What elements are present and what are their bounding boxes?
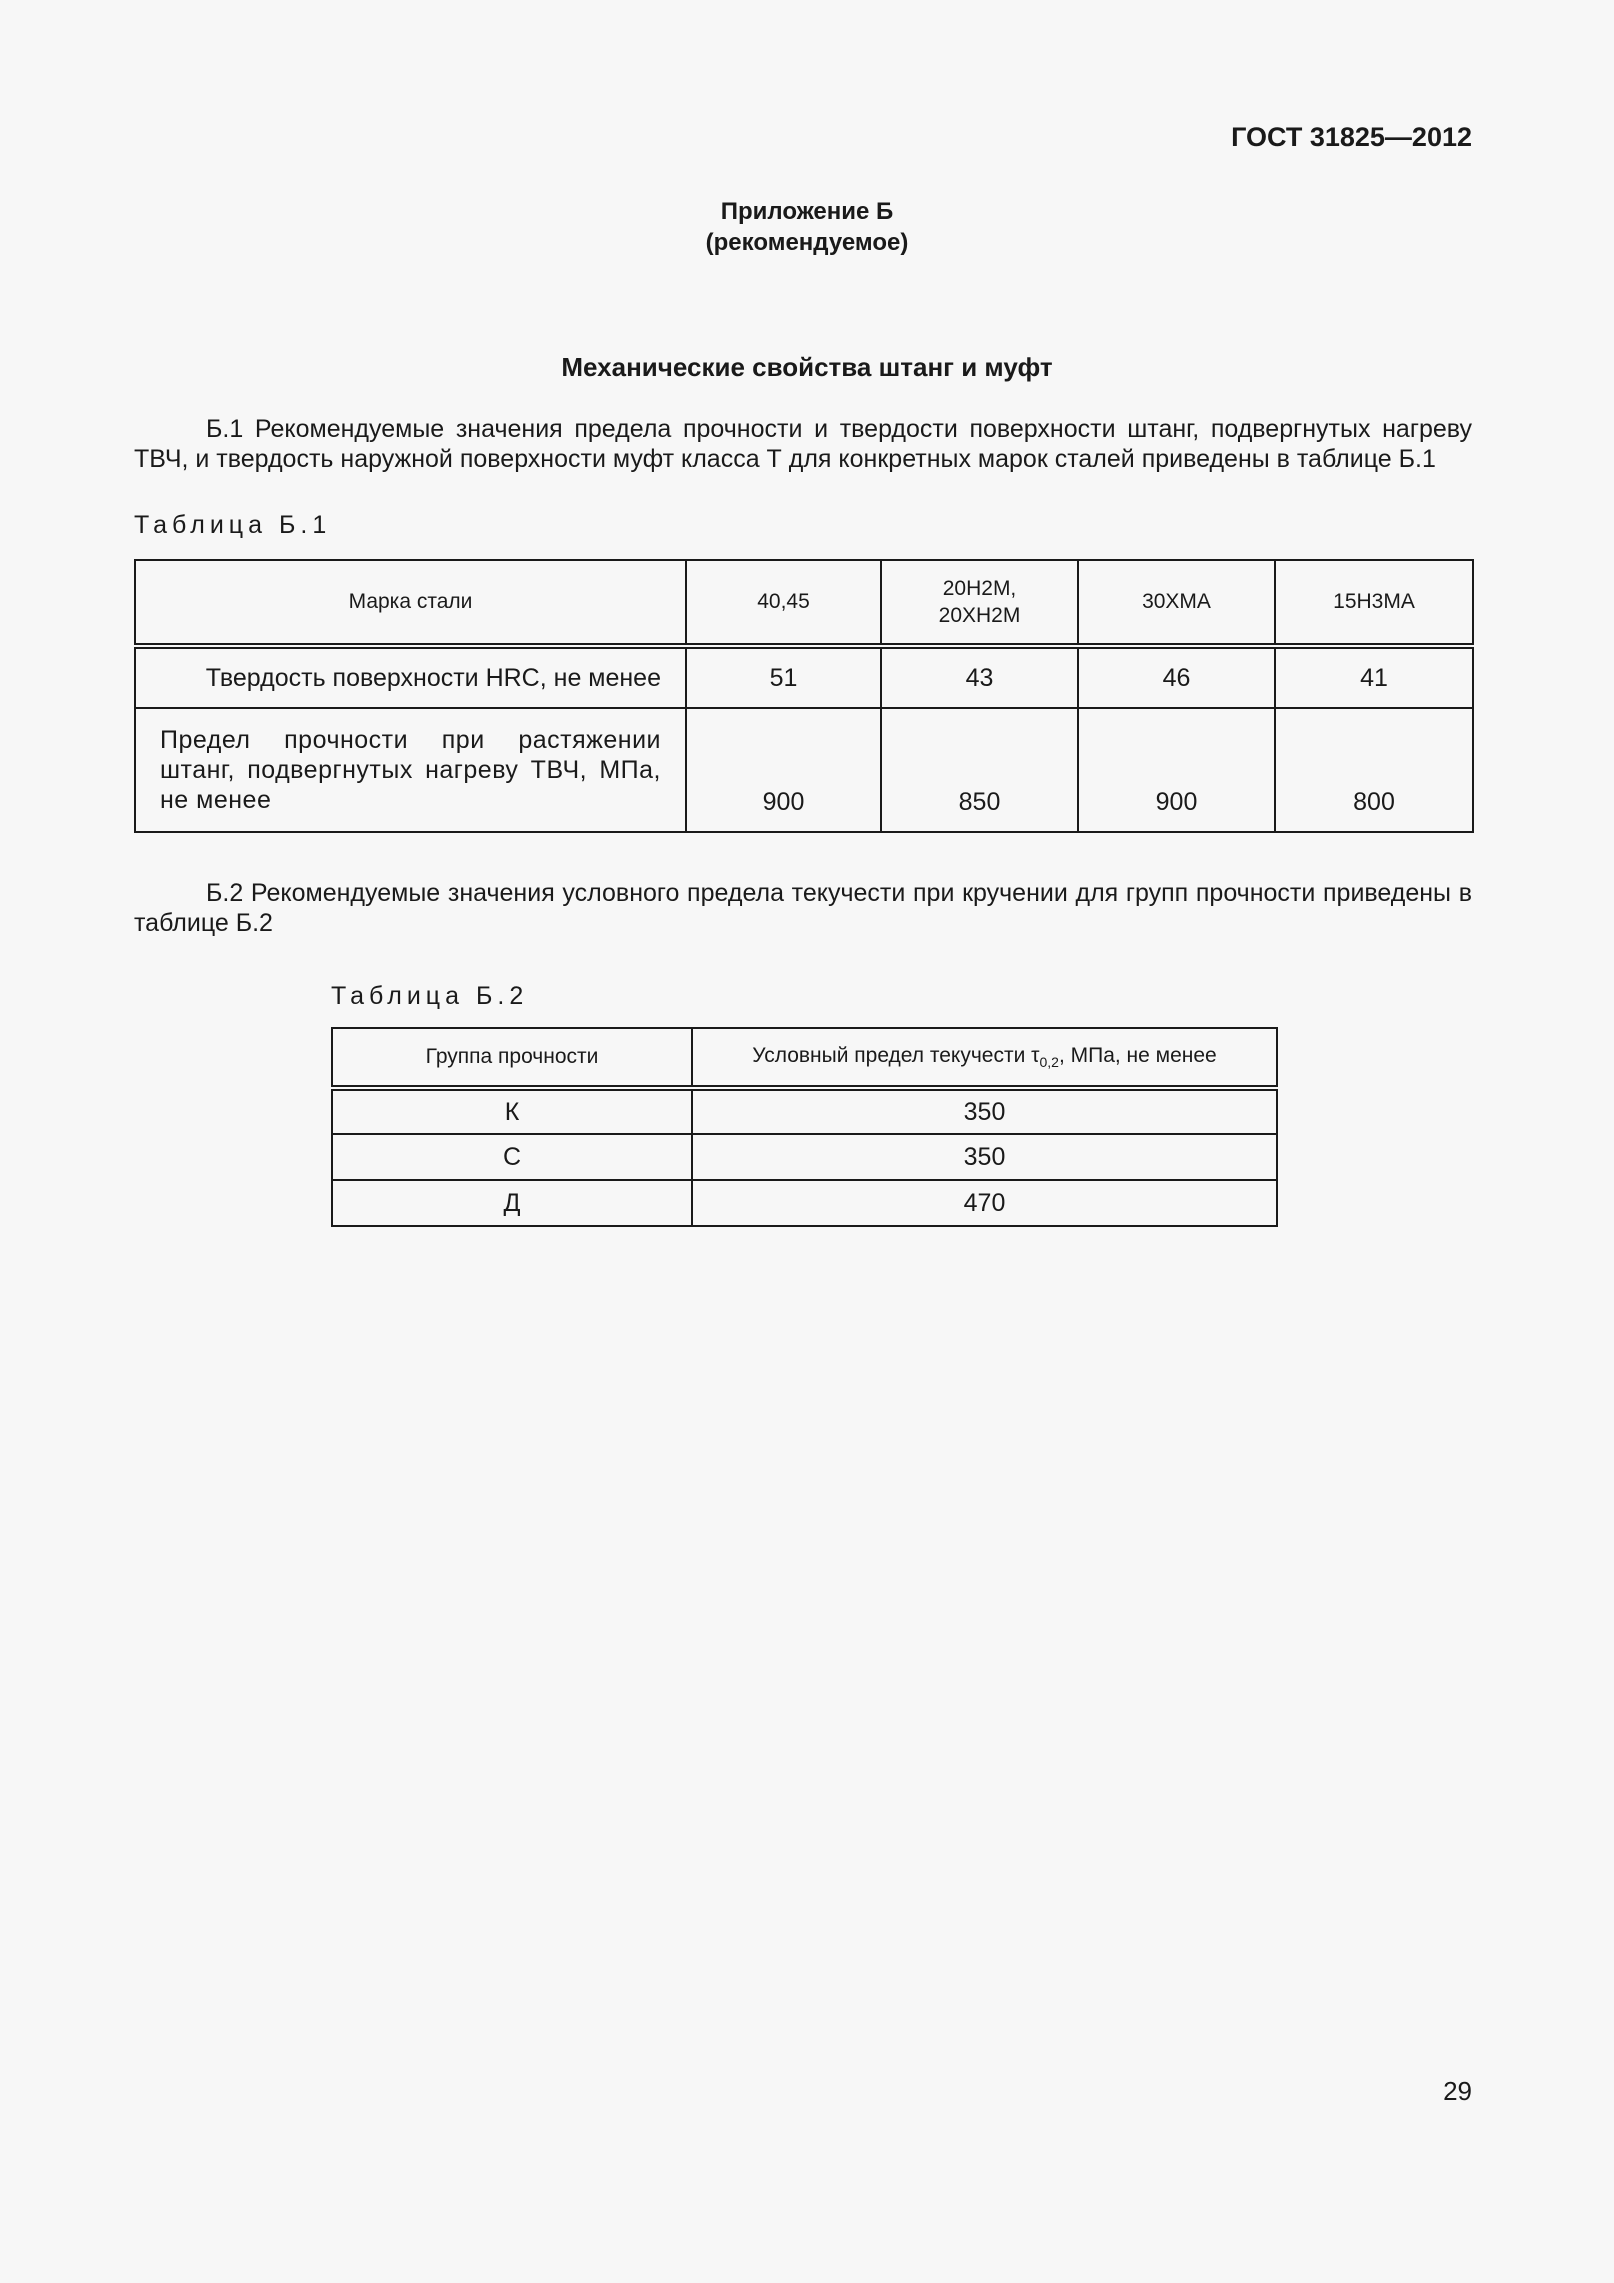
table1-row xyxy=(135,708,1473,832)
table1-header-col-line: 20ХН2М xyxy=(938,604,1021,627)
table1-header-row xyxy=(135,560,1473,646)
table2-caption: Таблица Б.2 xyxy=(331,982,529,1010)
table1-header-col: 15Н3МА xyxy=(1275,560,1473,646)
table2-header-subscript: 0,2 xyxy=(1039,1054,1059,1070)
table2-header-value-text: Условный предел текучести τ xyxy=(752,1044,1040,1067)
table-b1 xyxy=(134,559,1474,833)
table1-header-col: 30ХМА xyxy=(1078,560,1275,646)
table2-group-cell: С xyxy=(332,1134,692,1180)
table1-row xyxy=(135,646,1473,708)
table1-cell: 850 xyxy=(881,708,1078,832)
table1-row-label-text: Предел прочности при растяжении штанг, подвергнутых нагреву ТВЧ, МПа, не менее xyxy=(160,726,661,814)
table2-group-cell: К xyxy=(332,1088,692,1134)
table2-group-cell: Д xyxy=(332,1180,692,1226)
document-code: ГОСТ 31825—2012 xyxy=(1231,122,1472,152)
page-number: 29 xyxy=(1443,2076,1472,2106)
paragraph-b1: Б.1 Рекомендуемые значения предела прочности и твердости поверхности штанг, подвергнутых нагреву ТВЧ, и твердость наружной поверхности муфт класса Т для конкретных марок сталей приведены в таблице Б.1 xyxy=(134,415,1472,473)
table1-cell: 800 xyxy=(1275,708,1473,832)
table1-cell: 900 xyxy=(1078,708,1275,832)
table2-row xyxy=(332,1180,1277,1226)
table1-header-label: Марка стали xyxy=(135,560,686,646)
table2-value-cell: 470 xyxy=(692,1180,1277,1226)
table1-header-col: 40,45 xyxy=(686,560,881,646)
table2-value-cell: 350 xyxy=(692,1088,1277,1134)
table2-header-group: Группа прочности xyxy=(332,1028,692,1088)
table2-value-cell: 350 xyxy=(692,1134,1277,1180)
table1-row-label xyxy=(135,708,686,832)
annex-title: Приложение Б xyxy=(720,198,894,225)
table1-header-col-line: 20Н2М, xyxy=(942,577,1017,600)
table2-header-row xyxy=(332,1028,1277,1088)
paragraph-b2: Б.2 Рекомендуемые значения условного предела текучести при кручении для групп прочности приведены в таблице Б.2 xyxy=(134,879,1472,937)
table1-caption: Таблица Б.1 xyxy=(134,511,332,539)
table1-cell: 51 xyxy=(686,646,881,708)
annex-status: (рекомендуемое) xyxy=(705,229,909,256)
section-title: Механические свойства штанг и муфт xyxy=(561,352,1053,382)
table1-header-col xyxy=(881,560,1078,646)
table1-cell: 41 xyxy=(1275,646,1473,708)
table2-header-value xyxy=(692,1028,1277,1088)
table2-header-value-suffix: , МПа, не менее xyxy=(1058,1044,1217,1067)
table1-row-label: Твердость поверхности HRC, не менее xyxy=(135,646,686,708)
table1-cell: 46 xyxy=(1078,646,1275,708)
table2-row xyxy=(332,1134,1277,1180)
table1-cell: 43 xyxy=(881,646,1078,708)
table1-cell: 900 xyxy=(686,708,881,832)
table-b2 xyxy=(331,1027,1278,1227)
table2-row xyxy=(332,1088,1277,1134)
